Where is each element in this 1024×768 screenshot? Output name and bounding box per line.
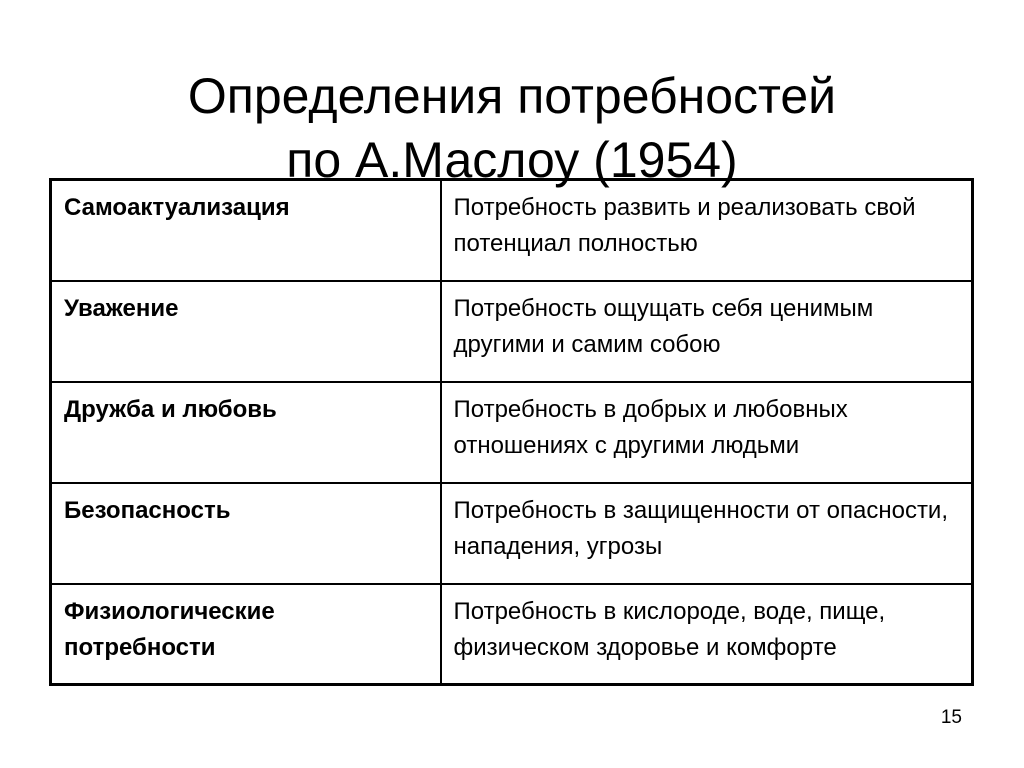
need-name-cell: Физиологические потребности [51, 584, 441, 685]
table-row [51, 584, 973, 685]
need-definition-cell: Потребность в кислороде, воде, пище, физическом здоровье и комфорте [441, 584, 973, 685]
need-definition-cell: Потребность развить и реализовать свой потенциал полностью [441, 180, 973, 281]
slide-title [0, 64, 1024, 192]
page-number: 15 [940, 707, 962, 728]
need-definition-cell: Потребность в добрых и любовных отношениях с другими людьми [441, 382, 973, 483]
table-row [51, 281, 973, 382]
slide-title-line-1: Определения потребностей [187, 67, 837, 124]
maslow-needs-table [49, 178, 974, 686]
need-name-cell: Безопасность [51, 483, 441, 584]
table-row [51, 382, 973, 483]
need-definition-cell: Потребность ощущать себя ценимым другими и самим собою [441, 281, 973, 382]
need-name-cell: Уважение [51, 281, 441, 382]
slide-title-line-2: по А.Маслоу (1954) [286, 131, 738, 188]
need-definition-cell: Потребность в защищенности от опасности, нападения, угрозы [441, 483, 973, 584]
need-name-cell: Самоактуализация [51, 180, 441, 281]
need-name-cell: Дружба и любовь [51, 382, 441, 483]
table-row [51, 180, 973, 281]
table-row [51, 483, 973, 584]
